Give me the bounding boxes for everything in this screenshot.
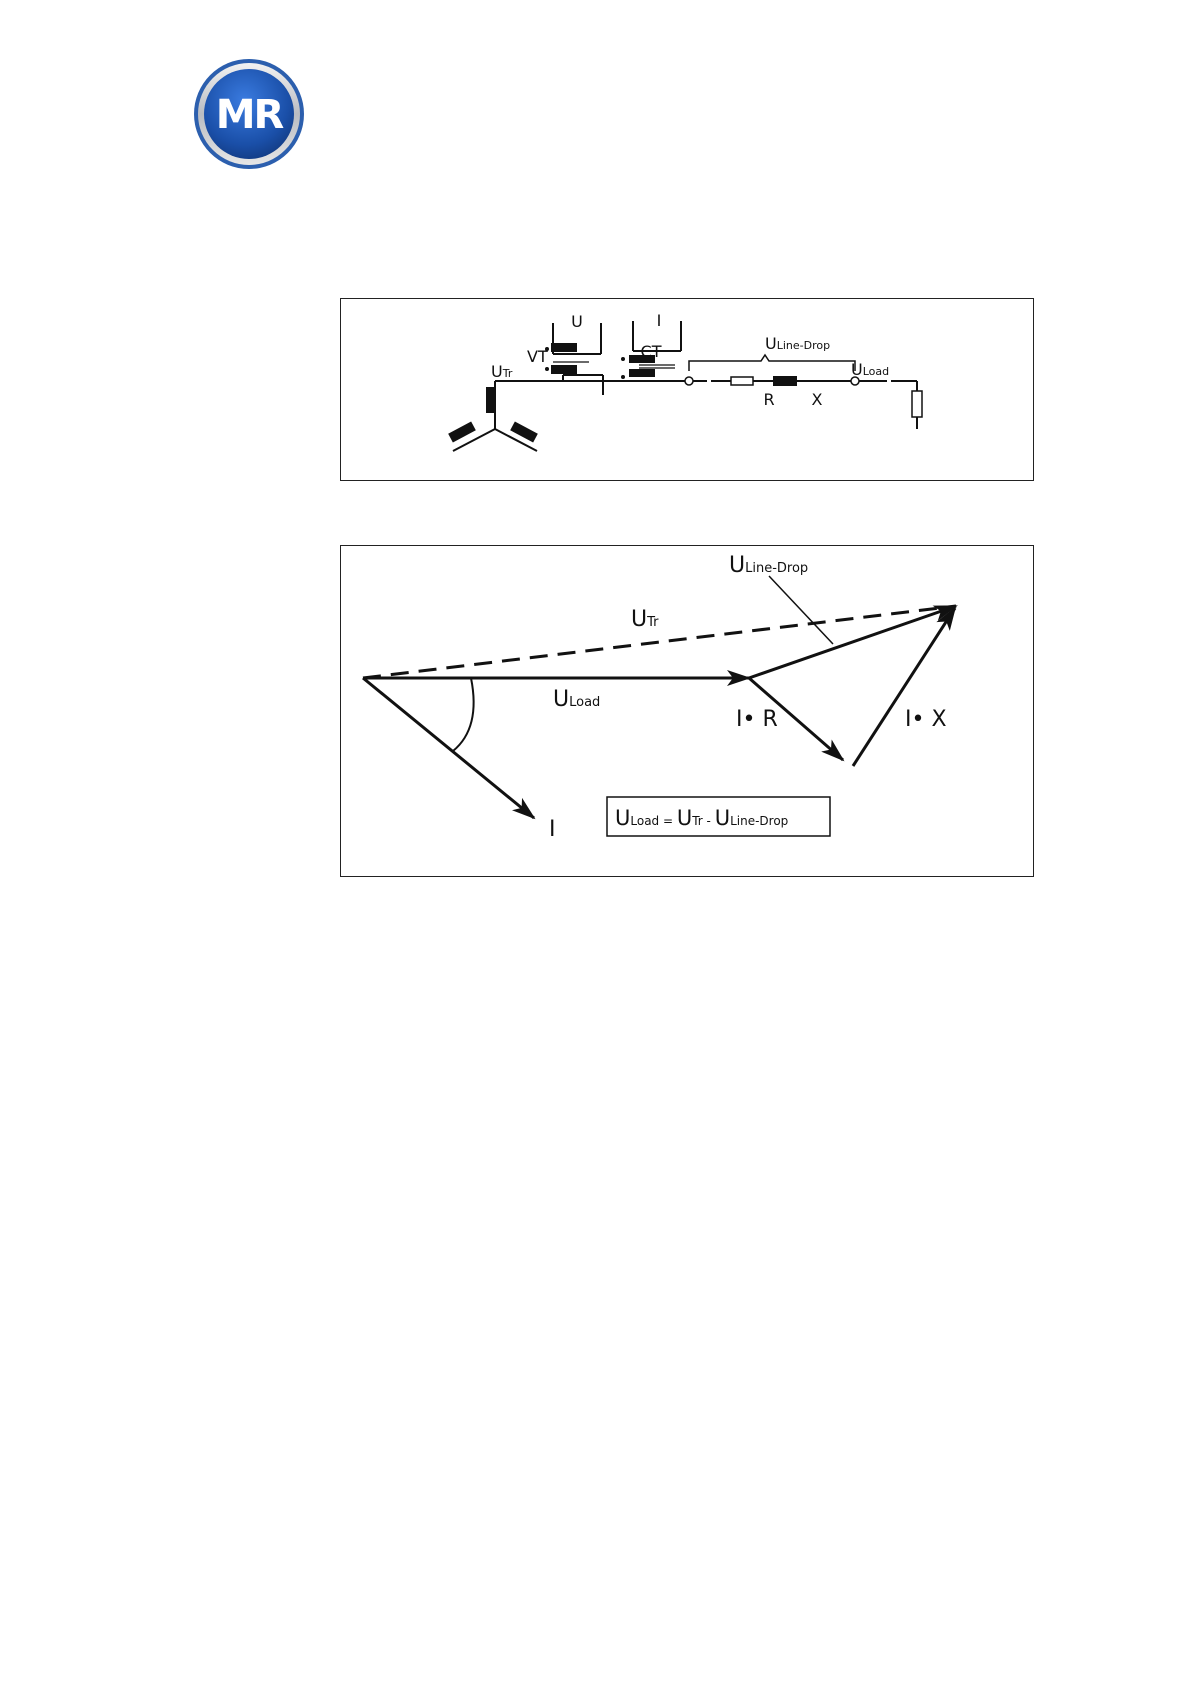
load-resistor — [912, 391, 922, 417]
u-meter-label: U — [571, 312, 583, 331]
ct-primary-winding — [629, 369, 655, 377]
u-tr-vector — [363, 606, 956, 678]
phasor-diagram-frame — [340, 545, 1034, 877]
phasor-ix-label: I• X — [905, 707, 947, 732]
phasor-u-load-label: ULoad — [553, 687, 601, 712]
u-tr-label: UTr — [491, 362, 513, 381]
circuit-diagram — [341, 299, 1035, 482]
ct-label: CT — [640, 342, 662, 361]
r-label: R — [763, 390, 775, 409]
u-line-drop-vector — [749, 606, 956, 678]
phase-angle-arc — [453, 678, 474, 751]
line-drop-brace — [689, 355, 855, 371]
x-label: X — [811, 390, 823, 409]
resistance-r — [731, 377, 753, 385]
vt-secondary-winding — [551, 343, 577, 352]
reactance-x — [773, 376, 797, 386]
vt-label: VT — [527, 347, 548, 366]
ct-polarity-dot-2 — [621, 375, 625, 379]
u-load-label: ULoad — [851, 360, 890, 379]
star-winding-left — [448, 421, 476, 442]
i-meter-label: I — [656, 311, 662, 330]
mr-logo — [193, 58, 305, 170]
phasor-ir-label: I• R — [736, 707, 778, 732]
star-winding-top — [486, 387, 496, 413]
phasor-current-label: I — [549, 817, 556, 842]
phasor-diagram — [341, 546, 1035, 878]
logo-text: MR — [215, 92, 283, 138]
phasor-u-line-drop-label: ULine-Drop — [729, 553, 809, 578]
current-vector — [363, 678, 534, 818]
vt-polarity-dot-2 — [545, 367, 549, 371]
line-drop-leader — [769, 576, 833, 644]
terminal-left — [685, 377, 693, 385]
ct-polarity-dot-1 — [621, 357, 625, 361]
ix-drop-vector — [853, 608, 955, 766]
formula-text: ULoad = UTr - ULine-Drop — [615, 806, 789, 830]
vt-primary-winding — [551, 365, 577, 374]
phasor-u-tr-label: UTr — [631, 607, 659, 632]
u-line-drop-label: ULine-Drop — [765, 334, 831, 353]
circuit-diagram-frame — [340, 298, 1034, 481]
